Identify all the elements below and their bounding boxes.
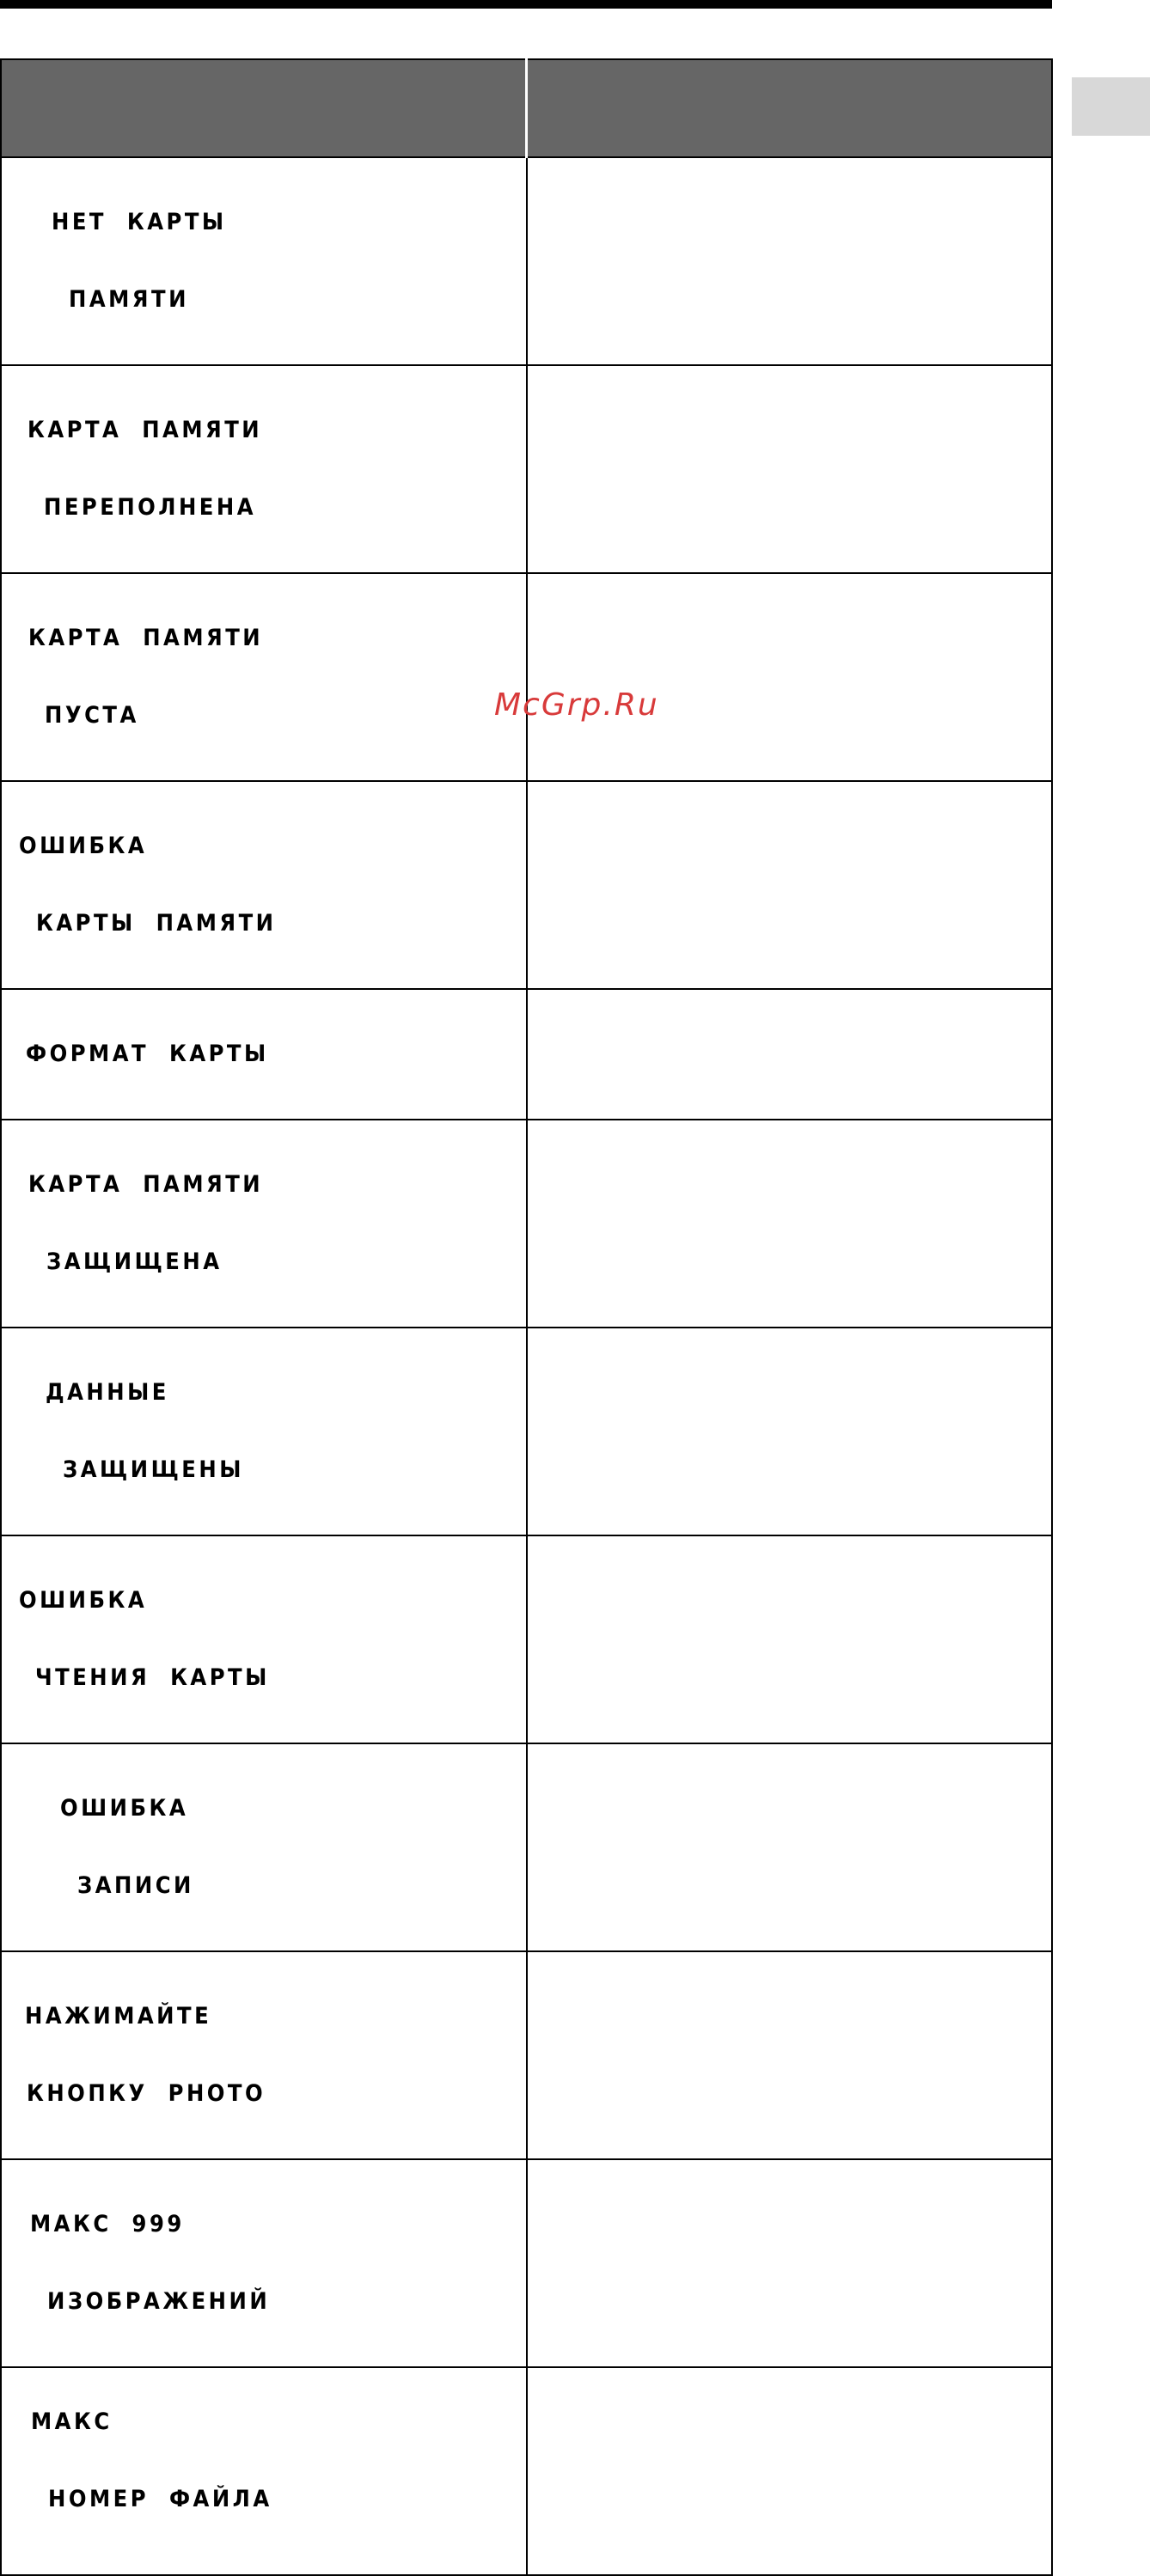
table-row — [1, 365, 1052, 573]
message-line-1: ОШИБКА — [19, 1587, 148, 1614]
table-row — [1, 1120, 1052, 1328]
message-line-2: ЧТЕНИЯ КАРТЫ — [35, 1664, 270, 1691]
message-line-2: ПУСТА — [45, 702, 139, 729]
message-label — [2, 1120, 526, 1327]
description-cell — [527, 157, 1053, 365]
description-cell — [527, 1535, 1053, 1743]
message-line-1: ОШИБКА — [60, 1795, 189, 1822]
description-cell — [527, 2159, 1053, 2367]
message-label — [2, 1744, 526, 1950]
description-cell — [527, 365, 1053, 573]
message-line-1: КАРТА ПАМЯТИ — [28, 417, 263, 443]
message-line-2: ЗАЩИЩЕНЫ — [63, 1456, 244, 1483]
table-row — [1, 1951, 1052, 2159]
table-row — [1, 2159, 1052, 2367]
table-row — [1, 1535, 1052, 1743]
table-row — [1, 157, 1052, 365]
message-label — [2, 2160, 526, 2366]
message-line-1: ДАННЫЕ — [46, 1379, 169, 1406]
table-row — [1, 989, 1052, 1120]
message-line-1: НЕТ КАРТЫ — [52, 209, 227, 235]
table-row — [1, 573, 1052, 781]
message-cell — [1, 2367, 527, 2575]
message-line-2: ИЗОБРАЖЕНИЙ — [47, 2288, 271, 2315]
message-label — [2, 1952, 526, 2158]
top-rule — [0, 0, 1052, 9]
description-cell — [527, 1328, 1053, 1535]
table-row — [1, 2367, 1052, 2575]
description-cell — [527, 573, 1053, 781]
message-cell — [1, 1328, 527, 1535]
section-tab — [1072, 77, 1150, 136]
message-line-1: КАРТА ПАМЯТИ — [28, 625, 264, 651]
message-line-1: ФОРМАТ КАРТЫ — [26, 1041, 269, 1067]
message-cell — [1, 1743, 527, 1951]
message-cell — [1, 365, 527, 573]
table-row — [1, 1743, 1052, 1951]
description-cell — [527, 1120, 1053, 1328]
message-label — [2, 990, 526, 1119]
message-label — [2, 782, 526, 988]
message-cell — [1, 1951, 527, 2159]
message-label — [2, 1536, 526, 1743]
message-line-1: МАКС — [31, 2408, 113, 2435]
message-line-1: КАРТА ПАМЯТИ — [28, 1171, 264, 1198]
message-line-2: ЗАЩИЩЕНА — [46, 1248, 223, 1275]
description-cell — [527, 989, 1053, 1120]
message-line-2: ПАМЯТИ — [69, 286, 189, 313]
message-label — [2, 366, 526, 572]
message-label — [2, 1328, 526, 1535]
message-cell — [1, 1120, 527, 1328]
message-line-1: МАКС 999 — [30, 2211, 185, 2237]
table-row — [1, 781, 1052, 989]
message-table — [0, 58, 1053, 2576]
message-cell — [1, 1535, 527, 1743]
watermark: McGrp.Ru — [494, 687, 659, 723]
header-cell-description — [527, 59, 1053, 157]
message-label — [2, 158, 526, 364]
message-cell — [1, 781, 527, 989]
description-cell — [527, 2367, 1053, 2575]
message-cell — [1, 2159, 527, 2367]
message-line-2: КНОПКУ PHOTO — [27, 2080, 266, 2107]
message-line-1: НАЖИМАЙТЕ — [25, 2003, 212, 2030]
description-cell — [527, 1743, 1053, 1951]
message-line-2: КАРТЫ ПАМЯТИ — [36, 910, 277, 937]
message-line-1: ОШИБКА — [19, 833, 148, 859]
table-header-row — [1, 59, 1052, 157]
message-cell — [1, 989, 527, 1120]
message-cell — [1, 157, 527, 365]
message-line-2: ЗАПИСИ — [77, 1872, 194, 1899]
header-cell-message — [1, 59, 527, 157]
message-label — [2, 2358, 526, 2564]
message-label — [2, 574, 526, 780]
message-line-2: ПЕРЕПОЛНЕНА — [44, 494, 257, 521]
message-line-2: НОМЕР ФАЙЛА — [48, 2486, 272, 2512]
description-cell — [527, 781, 1053, 989]
table-row — [1, 1328, 1052, 1535]
message-cell — [1, 573, 527, 781]
description-cell — [527, 1951, 1053, 2159]
